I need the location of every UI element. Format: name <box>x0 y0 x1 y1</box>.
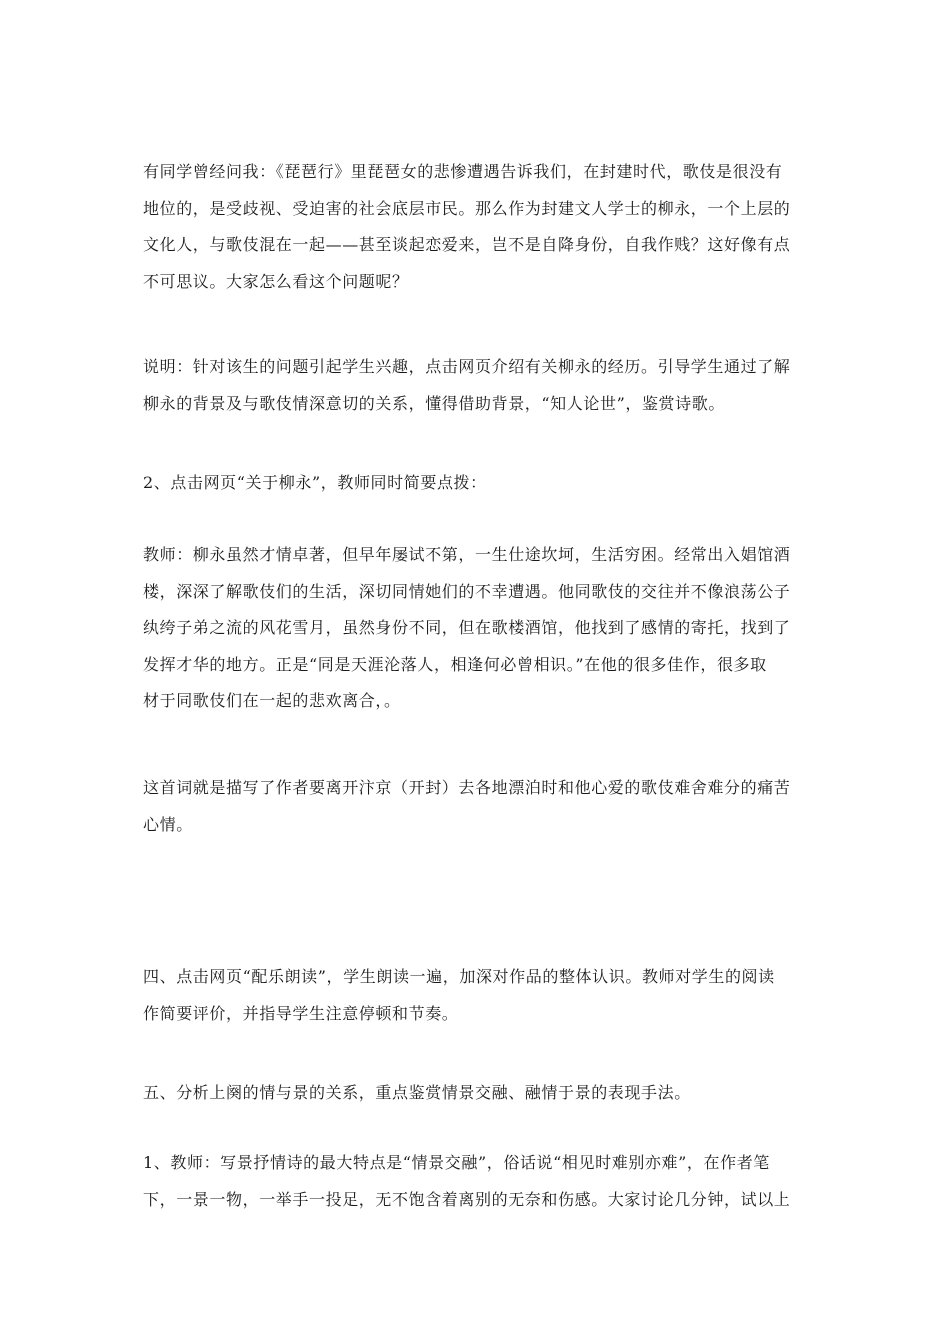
text-line: 五、分析上阕的情与景的关系，重点鉴赏情景交融、融情于景的表现手法。 <box>143 1083 691 1102</box>
paragraph-teacher-comment <box>143 537 809 720</box>
text-line: 纨绔子弟之流的风花雪月，虽然身份不同，但在歌楼酒馆，他找到了感情的寄托，找到了 <box>143 618 791 638</box>
text-line: 这首词就是描写了作者要离开汴京（开封）去各地漂泊时和他心爱的歌伎难舍难分的痛苦 <box>143 778 791 797</box>
paragraph-poem-description <box>143 770 809 843</box>
text-line: 1、教师：写景抒情诗的最大特点是“情景交融”，俗话说“相见时难别亦难”，在作者笔 <box>143 1153 770 1172</box>
text-line: 作简要评价，并指导学生注意停顿和节奏。 <box>143 1003 459 1023</box>
paragraph-step-2 <box>143 465 809 502</box>
text-line: 不可思议。大家怎么看这个问题呢？ <box>143 271 409 291</box>
text-line: 材于同歌伎们在一起的悲欢离合，。 <box>143 691 401 711</box>
text-line: 下，一景一物，一举手一投足，无不饱含着离别的无奈和伤感。大家讨论几分钟，试以上 <box>143 1189 791 1209</box>
paragraph-section-4 <box>143 959 809 1032</box>
text-line: 地位的，是受歧视、受迫害的社会底层市民。那么作为封建文人学士的柳永，一个上层的 <box>143 198 791 218</box>
text-line: 四、点击网页“配乐朗读”，学生朗读一遍，加深对作品的整体认识。教师对学生的阅读 <box>143 967 775 986</box>
text-line: 说明：针对该生的问题引起学生兴趣，点击网页介绍有关柳永的经历。引导学生通过了解 <box>143 357 791 376</box>
text-line: 发挥才华的地方。正是“同是天涯沦落人，相逢何必曾相识。”在他的很多佳作，很多取 <box>143 654 767 674</box>
text-line: 2、点击网页“关于柳永”，教师同时简要点拨： <box>143 473 487 492</box>
paragraph-section-5-item-1 <box>143 1145 809 1218</box>
text-line: 楼，深深了解歌伎们的生活，深切同情她们的不幸遭遇。他同歌伎的交往并不像浪荡公子 <box>143 581 791 601</box>
text-line: 柳永的背景及与歌伎情深意切的关系，懂得借助背景，“知人论世”，鉴赏诗歌。 <box>143 393 725 413</box>
text-line: 有同学曾经问我：《琵琶行》里琵琶女的悲惨遭遇告诉我们，在封建时代，歌伎是很没有 <box>143 162 783 181</box>
paragraph-student-question <box>143 154 809 300</box>
paragraph-explanation <box>143 349 809 422</box>
text-line: 文化人，与歌伎混在一起——甚至谈起恋爱来，岂不是自降身份，自我作贱？这好像有点 <box>143 235 791 255</box>
text-line: 心情。 <box>143 814 193 834</box>
paragraph-section-5 <box>143 1075 809 1112</box>
text-line: 教师：柳永虽然才情卓著，但早年屡试不第，一生仕途坎坷，生活穷困。经常出入娼馆酒 <box>143 545 791 564</box>
